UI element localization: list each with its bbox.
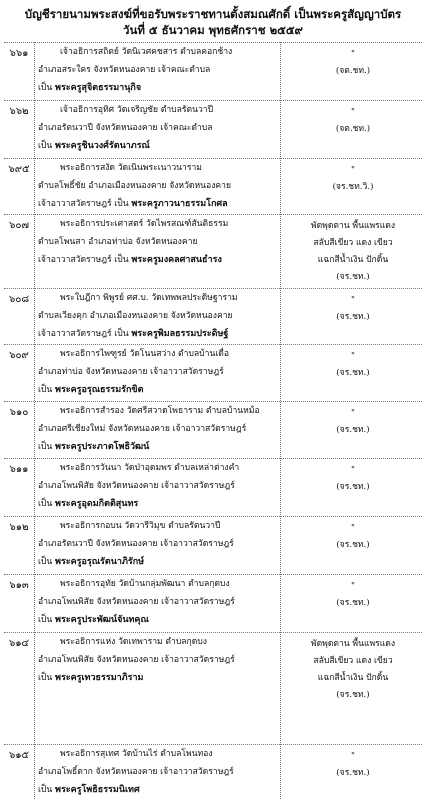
conferred-title: พระครูชินวงศ์รัตนาภรณ์ bbox=[55, 141, 150, 151]
title-prefix: เป็น bbox=[38, 442, 53, 452]
rank-cell bbox=[282, 162, 424, 196]
table-row bbox=[0, 288, 426, 344]
conferred-title: พระครูสุจิตธรรมานุกิจ bbox=[55, 83, 142, 93]
entry-line-location: ตำบลโพธิ์ชัย อำเภอเมืองหนองคาย จังหวัดหนองคาย bbox=[38, 181, 232, 191]
rank-line: สลับสีเขียว แดง เขียว bbox=[313, 238, 393, 248]
rank-line: สลับสีเขียว แดง เขียว bbox=[313, 656, 393, 666]
rank-line: (จร.ชท.) bbox=[336, 425, 370, 435]
table-row bbox=[0, 42, 426, 100]
conferred-title: พระครูเทวธรรมาภิราม bbox=[55, 673, 144, 683]
rank-cell bbox=[282, 578, 424, 612]
conferred-title: พระครูภาวนาธรรมโกศล bbox=[131, 199, 228, 209]
entry-line-location: อำเภอโพธิ์ตาก จังหวัดหนองคาย เจ้าอาวาสวัดราษฎร์ bbox=[38, 767, 234, 777]
entry-number: ๖๑๐ bbox=[9, 407, 29, 418]
entry-line-monk: พระอธิการแห่ง วัดเทพาราม ตำบลกุดบง bbox=[60, 637, 207, 647]
table-row bbox=[0, 458, 426, 516]
rank-line: พัดพุดตาน พื้นแพรแดง bbox=[310, 639, 396, 649]
entry-line-monk: พระอธิการไพฑูรย์ วัดโนนสว่าง ตำบลบ้านเดื่อ bbox=[60, 349, 230, 359]
entry-number: ๖๖๒ bbox=[9, 106, 29, 117]
rank-cell bbox=[282, 292, 424, 326]
title-prefix: เจ้าอาวาสวัดราษฎร์ เป็น bbox=[38, 329, 129, 339]
entry-line-title bbox=[38, 614, 276, 626]
table-row bbox=[0, 344, 426, 401]
rank-line: (จต.ชท.) bbox=[335, 124, 371, 134]
entry-line-monk: พระอธิการอุทัย วัดบ้านกลุ่มพัฒนา ตำบลกุดบง bbox=[60, 579, 230, 589]
title-prefix: เป็น bbox=[38, 785, 53, 795]
title-prefix: เป็น bbox=[38, 557, 53, 567]
rank-line: (จร.ชท.) bbox=[336, 768, 370, 778]
rank-line: " bbox=[351, 581, 355, 591]
rank-line: (จร.ชท.) bbox=[336, 482, 370, 492]
rank-line: " bbox=[351, 465, 355, 475]
rank-line: " bbox=[351, 107, 355, 117]
entry-line-monk: พระอธิการสุเทศ วัดบ้านไร่ ตำบลโพนทอง bbox=[60, 749, 213, 759]
entry-line-title bbox=[38, 384, 276, 396]
entry-line-location: อำเภอศรีเชียงใหม่ จังหวัดหนองคาย เจ้าอาวาสวัดราษฎร์ bbox=[38, 424, 247, 434]
entry-number: ๖๑๔ bbox=[8, 638, 30, 649]
entry-line-title bbox=[38, 498, 276, 510]
entry-line-location: อำเภอโพนพิสัย จังหวัดหนองคาย เจ้าอาวาสวัดราษฎร์ bbox=[38, 597, 235, 607]
rank-line: " bbox=[351, 165, 355, 175]
entry-line-title bbox=[38, 198, 276, 210]
conferred-title: พระครูโพธิธรรมนิเทศ bbox=[55, 785, 140, 795]
rank-line: " bbox=[351, 351, 355, 361]
entry-line-location: อำเภอสระใคร จังหวัดหนองคาย เจ้าคณะตำบล bbox=[38, 65, 211, 75]
rank-line: (จร.ชท.) bbox=[336, 690, 370, 700]
entry-line-title bbox=[38, 784, 276, 796]
rank-line: (จร.ชท.) bbox=[336, 312, 370, 322]
entry-line-monk: พระอธิการวันนา วัดป่าอุดมพร ตำบลเหล่าต่างคำ bbox=[60, 463, 240, 473]
table-row bbox=[0, 744, 426, 804]
entry-number: ๖๐๗ bbox=[9, 220, 29, 231]
rank-line: " bbox=[351, 751, 355, 761]
title-prefix: เป็น bbox=[38, 83, 53, 93]
entry-line-title bbox=[38, 672, 276, 684]
entry-number: ๖๑๑ bbox=[9, 464, 29, 475]
title-prefix: เป็น bbox=[38, 615, 53, 625]
rank-cell bbox=[282, 520, 424, 554]
rank-cell bbox=[282, 636, 424, 704]
rank-line: " bbox=[351, 523, 355, 533]
entry-number: ๖๙๕ bbox=[8, 164, 30, 175]
conferred-title: พระครูประพัฒน์จันทคุณ bbox=[55, 615, 149, 625]
title-prefix: เป็น bbox=[38, 499, 53, 509]
document-date: วันที่ ๕ ธันวาคม พุทธศักราช ๒๕๕๙ bbox=[123, 23, 303, 37]
entry-number: ๖๑๓ bbox=[9, 580, 29, 591]
rank-line: (จร.ชท.) bbox=[336, 368, 370, 378]
entry-line-monk: พระอธิการสำรอง วัดศรีสวาดโพธาราม ตำบลบ้านหม้อ bbox=[60, 406, 260, 416]
rank-cell bbox=[282, 348, 424, 382]
rank-cell bbox=[282, 46, 424, 80]
entry-line-title bbox=[38, 328, 276, 340]
rank-cell bbox=[282, 218, 424, 286]
rank-line: (จร.ชท.) bbox=[336, 598, 370, 608]
document-header bbox=[0, 6, 426, 38]
conferred-title: พระครูอรุณรัตนาภิรักษ์ bbox=[55, 557, 145, 567]
entry-line-title bbox=[38, 441, 276, 453]
rank-line: (จร.ชท.) bbox=[336, 272, 370, 282]
rank-cell bbox=[282, 462, 424, 496]
rank-line: (จต.ชท.) bbox=[335, 66, 371, 76]
title-prefix: เป็น bbox=[38, 385, 53, 395]
entry-number: ๖๑๒ bbox=[9, 522, 29, 533]
rank-line: (จร.ชท.วิ.) bbox=[332, 182, 374, 192]
rank-line: " bbox=[351, 49, 355, 59]
entry-line-title bbox=[38, 556, 276, 568]
title-prefix: เจ้าอาวาสวัดราษฎร์ เป็น bbox=[38, 255, 129, 265]
entry-line-location: อำเภอรัตนวาปี จังหวัดหนองคาย เจ้าคณะตำบล bbox=[38, 123, 213, 133]
table-row bbox=[0, 574, 426, 632]
entry-line-title bbox=[38, 140, 276, 152]
entry-line-monk: พระอธิการประเศาสตร์ วัดไพรสณฑ์สันติธรรม bbox=[60, 219, 229, 229]
rank-line: แฉกสีน้ำเงิน ปักดิ้น bbox=[317, 255, 389, 265]
entry-line-location: ตำบลเวียงคุก อำเภอเมืองหนองคาย จังหวัดหนองคาย bbox=[38, 311, 233, 321]
entry-line-title bbox=[38, 254, 276, 266]
conferred-title: พระครูพิมลธรรมประดิษฐ์ bbox=[131, 329, 229, 339]
entry-number: ๖๐๘ bbox=[8, 294, 30, 305]
conferred-title: พระครูอุดมกิตติสุนทร bbox=[55, 499, 139, 509]
entry-line-monk: พระใบฎีกา พิพูรย์ ศศ.บ. วัดเทพพลประดิษฐาราม bbox=[60, 293, 238, 303]
entry-line-location: อำเภอโพนพิสัย จังหวัดหนองคาย เจ้าอาวาสวัดราษฎร์ bbox=[38, 481, 235, 491]
entry-line-location: อำเภอโพนพิสัย จังหวัดหนองคาย เจ้าอาวาสวัดราษฎร์ bbox=[38, 655, 235, 665]
rank-line: พัดพุดตาน พื้นแพรแดง bbox=[310, 221, 396, 231]
entry-line-monk: พระอธิการสงัด วัดเนินพระเนาวนาราม bbox=[60, 163, 202, 173]
table-row bbox=[0, 158, 426, 214]
table-row bbox=[0, 516, 426, 574]
entry-line-location: อำเภอรัตนวาปี จังหวัดหนองคาย เจ้าอาวาสวัดราษฎร์ bbox=[38, 539, 234, 549]
title-prefix: เป็น bbox=[38, 673, 53, 683]
table-row bbox=[0, 214, 426, 288]
entry-line-monk: เจ้าอธิการสถิตย์ วัดนิเวศคชสาร ตำบลคอกช้าง bbox=[60, 47, 233, 57]
entry-number: ๖๐๙ bbox=[9, 350, 29, 361]
conferred-title: พระครูมงคลศาสนธำรง bbox=[131, 255, 222, 265]
rank-line: " bbox=[351, 295, 355, 305]
entry-line-monk: พระอธิการกอบน วัดวารีวิมุข ตำบลรัตนวาปี bbox=[60, 521, 221, 531]
entry-line-monk: เจ้าอธิการอุทิศ วัดเจริญชัย ตำบลรัตนวาปี bbox=[60, 105, 214, 115]
conferred-title: พระครูอรุณธรรมรักขิต bbox=[55, 385, 144, 395]
rank-line: แฉกสีน้ำเงิน ปักดิ้น bbox=[317, 673, 389, 683]
table-row bbox=[0, 632, 426, 744]
entry-number: ๖๖๑ bbox=[9, 48, 29, 59]
entry-number: ๖๑๕ bbox=[8, 750, 30, 761]
entry-line-location: ตำบลโพนสา อำเภอท่าบ่อ จังหวัดหนองคาย bbox=[38, 237, 198, 247]
title-prefix: เจ้าอาวาสวัดราษฎร์ เป็น bbox=[38, 199, 129, 209]
rank-line: " bbox=[351, 408, 355, 418]
rank-cell bbox=[282, 405, 424, 439]
rank-cell bbox=[282, 104, 424, 138]
table-row bbox=[0, 401, 426, 458]
title-prefix: เป็น bbox=[38, 141, 53, 151]
entry-line-title bbox=[38, 82, 276, 94]
document-title: บัญชีรายนามพระสงฆ์ที่ขอรับพระราชทานตั้งสมณศักดิ์ เป็นพระครูสัญญาบัตร bbox=[24, 7, 402, 21]
entry-line-location: อำเภอท่าบ่อ จังหวัดหนองคาย เจ้าอาวาสวัดราษฎร์ bbox=[38, 367, 224, 377]
conferred-title: พระครูประภาตโพธิวัฒน์ bbox=[55, 442, 150, 452]
rank-cell bbox=[282, 748, 424, 782]
rank-line: (จร.ชท.) bbox=[336, 540, 370, 550]
table-row bbox=[0, 100, 426, 158]
